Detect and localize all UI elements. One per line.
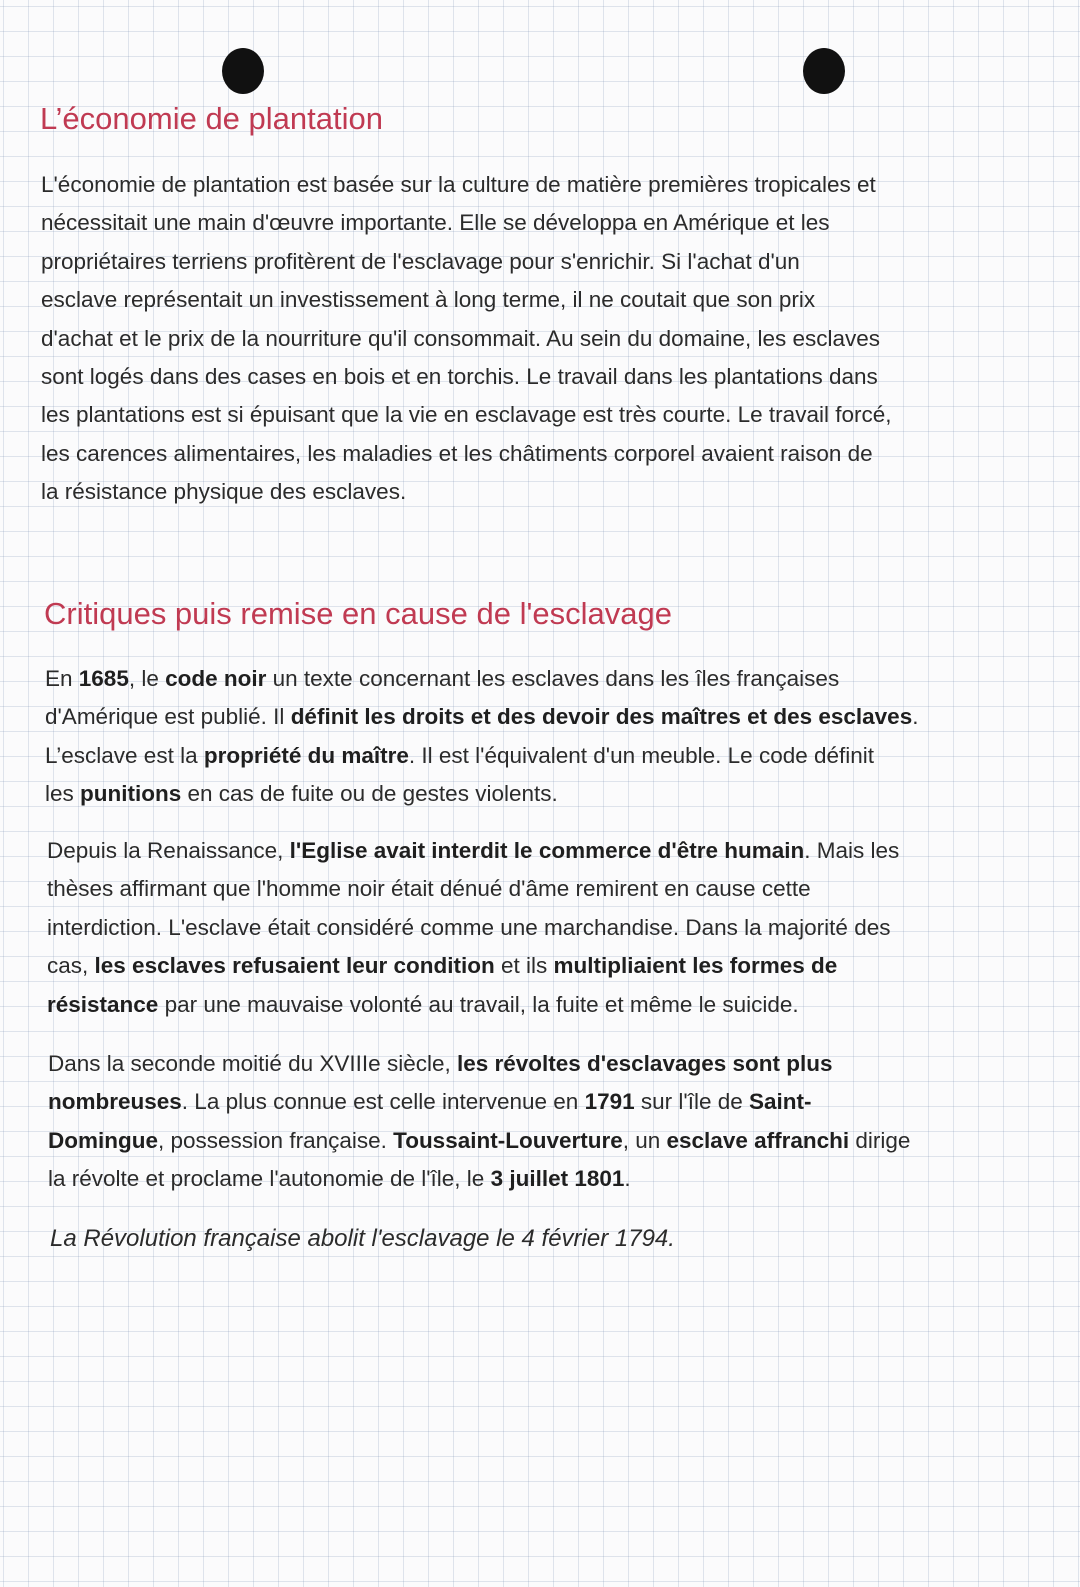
text-line: nécessitait une main d'œuvre importante. Elle se développa en Amérique et les — [41, 210, 830, 236]
text-line: En 1685, le code noir un texte concernant les esclaves dans les îles françaises — [45, 666, 840, 691]
text-line: interdiction. L'esclave était considéré comme une marchandise. Dans la majorité des — [47, 914, 891, 940]
paragraph-church-resistance — [47, 832, 899, 1024]
paragraph-plantation-economy — [41, 166, 891, 512]
text-line: Depuis la Renaissance, l'Eglise avait interdit le commerce d'être humain. Mais les — [47, 838, 900, 863]
paragraph-revolts — [48, 1045, 910, 1199]
text-line: esclave représentait un investissement à long terme, il ne coutait que son prix — [41, 287, 816, 313]
text-line: thèses affirmant que l'homme noir était dénué d'âme remirent en cause cette — [47, 876, 811, 902]
paragraph-code-noir — [45, 660, 918, 814]
text-line: nombreuses. La plus connue est celle intervenue en 1791 sur l'île de Saint- — [48, 1089, 812, 1115]
paragraph-abolition: La Révolution française abolit l'esclavage le 4 février 1794. — [50, 1225, 675, 1252]
section-title-plantation-economy: L’économie de plantation — [40, 101, 383, 136]
text-line: les carences alimentaires, les maladies et les châtiments corporel avaient raison de — [41, 440, 873, 466]
text-line: propriétaires terriens profitèrent de l'esclavage pour s'enrichir. Si l'achat d'un — [41, 248, 800, 274]
binder-hole-left — [222, 48, 264, 94]
text-line: Dans la seconde moitié du XVIIIe siècle, les révoltes d'esclavages sont plus — [48, 1051, 833, 1076]
binder-hole-right — [803, 48, 845, 94]
text-line: les punitions en cas de fuite ou de gestes violents. — [45, 781, 558, 807]
text-line: L'économie de plantation est basée sur la culture de matière premières tropicales et — [41, 172, 876, 197]
text-line: sont logés dans des cases en bois et en torchis. Le travail dans les plantations dans — [41, 364, 878, 390]
text-line: les plantations est si épuisant que la vie en esclavage est très courte. Le travail forcé, — [41, 402, 892, 428]
text-line: L’esclave est la propriété du maître. Il est l'équivalent d'un meuble. Le code définit — [45, 742, 875, 768]
text-line: résistance par une mauvaise volonté au travail, la fuite et même le suicide. — [47, 991, 799, 1017]
text-line: cas, les esclaves refusaient leur condition et ils multipliaient les formes de — [47, 953, 838, 979]
text-line: d'achat et le prix de la nourriture qu'il consommait. Au sein du domaine, les esclaves — [41, 325, 881, 351]
text-line: la résistance physique des esclaves. — [41, 479, 407, 505]
text-line: Domingue, possession française. Toussaint-Louverture, un esclave affranchi dirige — [48, 1127, 911, 1153]
text-line: la révolte et proclame l'autonomie de l'île, le 3 juillet 1801. — [48, 1166, 631, 1192]
section-title-slavery-critique: Critiques puis remise en cause de l'esclavage — [44, 596, 672, 631]
text-line: d'Amérique est publié. Il définit les droits et des devoir des maîtres et des esclaves. — [45, 704, 919, 730]
